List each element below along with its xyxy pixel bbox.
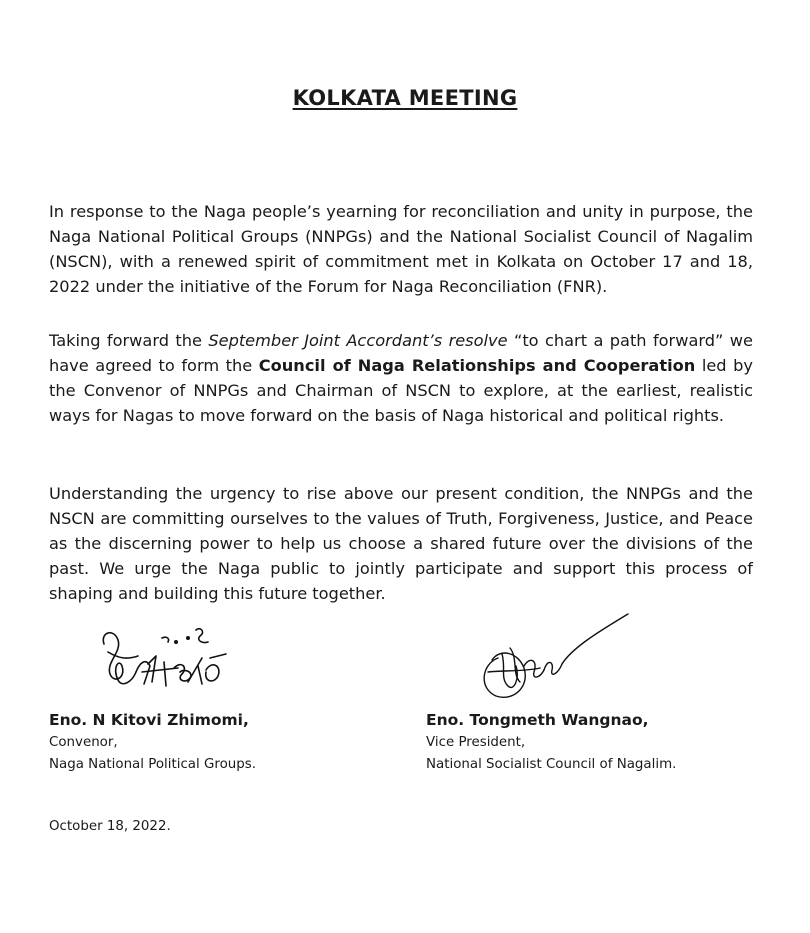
signature-left-image	[92, 622, 232, 702]
signatory-right-name: Eno. Tongmeth Wangnao,	[426, 711, 649, 729]
paragraph-2-text-c: led by the Convenor of NNPGs and Chairman of NSCN to explore, at the earliest, realistic ways for Nagas to move forward on the basis of Naga historical and political rights.	[49, 356, 753, 425]
signatory-left-role: Convenor,	[49, 735, 118, 750]
document-title: KOLKATA MEETING	[292, 86, 518, 110]
paragraph-2	[49, 328, 753, 428]
paragraph-1: In response to the Naga people’s yearning for reconciliation and unity in purpose, the Naga National Political Groups (NNPGs) and the National Socialist Council of Nagalim (NSCN), with a renewed spirit of commitment met in Kolkata on October 17 and 18, 2022 under the initiative of the Forum for Naga Reconciliation (FNR).	[49, 202, 753, 296]
signatory-left	[49, 708, 256, 776]
signatory-right-organization: National Socialist Council of Nagalim.	[426, 757, 677, 772]
paragraph-3: Understanding the urgency to rise above our present condition, the NNPGs and the NSCN are committing ourselves to the values of Truth, Forgiveness, Justice, and Peace as the discerning power to help us choose a shared future over the divisions of the past. We urge the Naga public to jointly participate and support this process of shaping and building this future together.	[49, 484, 753, 603]
signatory-right	[426, 708, 676, 776]
signatory-right-role: Vice President,	[426, 735, 526, 750]
document-date: October 18, 2022.	[49, 819, 171, 834]
paragraph-2-italic: September Joint Accordant’s resolve	[208, 331, 508, 350]
signature-right-image	[468, 608, 638, 708]
signatory-left-organization: Naga National Political Groups.	[49, 757, 256, 772]
signatory-left-name: Eno. N Kitovi Zhimomi,	[49, 711, 249, 729]
paragraph-2-text-a: Taking forward the	[49, 331, 209, 350]
paragraph-2-text-b: “to chart a path forward” we have agreed to form the	[49, 331, 753, 375]
paragraph-2-bold: Council of Naga Relationships and Cooperation	[258, 356, 696, 375]
